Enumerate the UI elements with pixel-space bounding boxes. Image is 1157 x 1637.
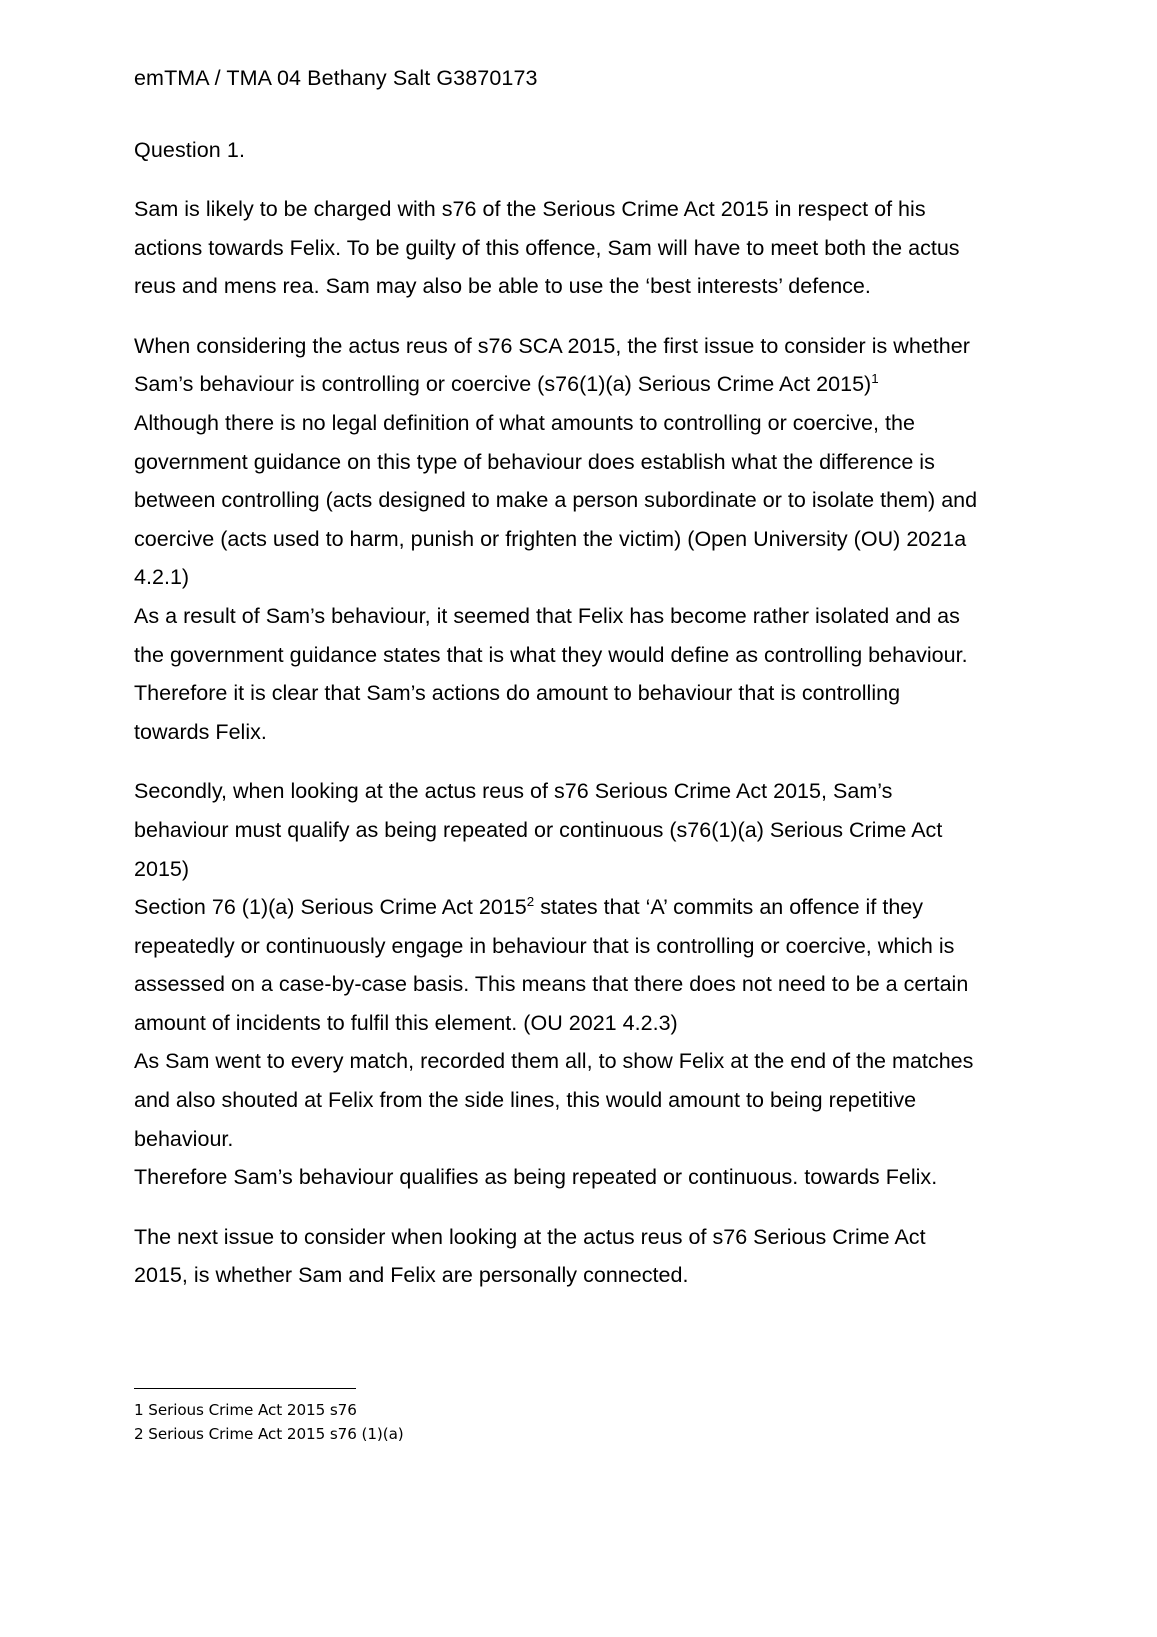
paragraph-5: Therefore it is clear that Sam’s actions do amount to behaviour that is controlling towards Felix. xyxy=(134,681,901,744)
document-header-line: emTMA / TMA 04 Bethany Salt G3870173 xyxy=(134,66,538,90)
document-body xyxy=(134,0,980,1295)
paragraph-8: As Sam went to every match, recorded them all, to show Felix at the end of the matches and also shouted at Felix from the side lines, this would amount to being repetitive behaviour. xyxy=(134,1049,974,1151)
paragraph-6: Secondly, when looking at the actus reus of s76 Serious Crime Act 2015, Sam’s behaviour must qualify as being repeated or continuous (s76(1)(a) Serious Crime Act 2015) xyxy=(134,779,943,881)
question-heading: Question 1. xyxy=(134,137,246,162)
paragraph-2 xyxy=(134,327,980,404)
footnote-area xyxy=(134,1388,980,1446)
paragraph-4: As a result of Sam’s behaviour, it seemed that Felix has become rather isolated and as the government guidance states that is what they would define as controlling behaviour. xyxy=(134,603,968,667)
footnote-ref-1[interactable]: 1 xyxy=(871,371,879,387)
paragraph-3: Although there is no legal definition of what amounts to controlling or coercive, the government guidance on this type of behaviour does establish what the difference is between controlling (acts designed to make a person subordinate or to isolate them) and coercive (acts used to harm, punish or frighten the victim) (Open University (OU) 2021a 4.2.1) xyxy=(134,410,978,590)
footnote-separator-rule xyxy=(134,1388,356,1389)
paragraph-10: The next issue to consider when looking at the actus reus of s76 Serious Crime Act 2015, is whether Sam and Felix are personally connected. xyxy=(134,1224,926,1288)
paragraph-9: Therefore Sam’s behaviour qualifies as being repeated or continuous. towards Felix. xyxy=(134,1165,938,1190)
paragraph-2-text: When considering the actus reus of s76 SCA 2015, the first issue to consider is whether Sam’s behaviour is controlling or coercive (s76(1)(a) Serious Crime Act 2015) xyxy=(134,333,970,397)
paragraph-7-text-after: states that ‘A’ commits an offence if they repeatedly or continuously engage in behaviour that is controlling or coercive, which is assessed on a case-by-case basis. This means that there does not need to be a certain amount of incidents to fulfil this element. (OU 2021 4.2.3) xyxy=(134,895,969,1035)
paragraph-7 xyxy=(134,888,980,1042)
paragraph-7-text-before: Section 76 (1)(a) Serious Crime Act 2015 xyxy=(134,895,527,920)
footnote-ref-2[interactable]: 2 xyxy=(526,893,535,909)
footnote-2: 2 Serious Crime Act 2015 s76 (1)(a) xyxy=(134,1425,404,1443)
paragraph-1: Sam is likely to be charged with s76 of the Serious Crime Act 2015 in respect of his actions towards Felix. To be guilty of this offence, Sam will have to meet both the actus reus and mens rea. Sam may also be able to use the ‘best interests’ defence. xyxy=(134,197,960,299)
footnote-1: 1 Serious Crime Act 2015 s76 xyxy=(134,1401,357,1419)
